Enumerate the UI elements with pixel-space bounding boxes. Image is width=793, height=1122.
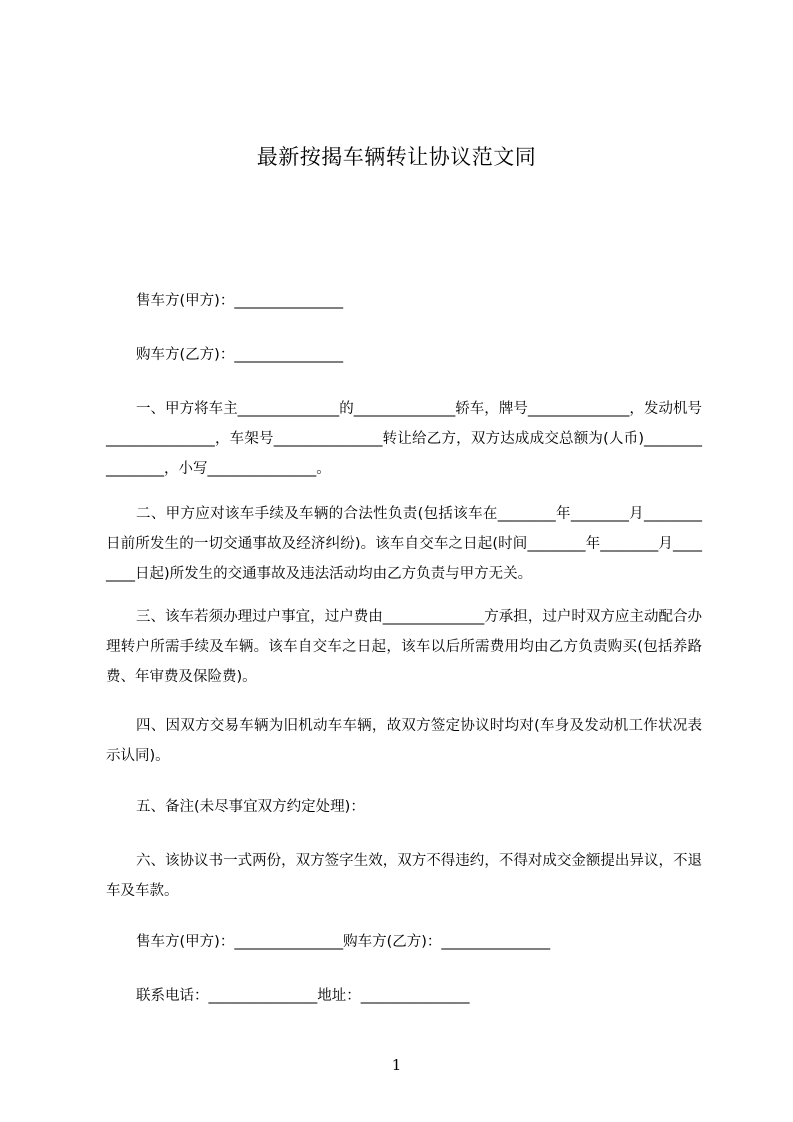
document-title: 最新按揭车辆转让协议范文同 [256,145,537,169]
signature-line: 售车方(甲方)：_______________购车方(乙方)：_______________ [136,934,551,950]
clause-5: 五、备注(未尽事宜双方约定处理)： [136,799,365,815]
contact-line: 联系电话：_______________地址：_______________ [136,988,470,1004]
clause-2: 二、甲方应对该车手续及车辆的合法性负责(包括该车在________年________月________日前所发生的一切交通事故及经济纠纷)。该车自交车之日起(时间________年________月________日起)所发生的交通事故及违法活动均由乙方负责与甲方无关。 [106,506,702,582]
clause-3: 三、该车若须办理过户事宜，过户费由______________方承担，过户时双方应主动配合办理转户所需手续及车辆。该车自交车之日起，该车以后所需费用均由乙方负责购买(包括养路费、年审费及保险费)。 [106,609,702,685]
clause-4: 四、因双方交易车辆为旧机动车车辆，故双方签定协议时均对(车身及发动机工作状况表示认同)。 [106,718,702,764]
seller-line: 售车方(甲方)：_______________ [136,293,344,309]
page-number: 1 [391,1056,402,1074]
buyer-line: 购车方(乙方)：_______________ [136,347,344,363]
clause-1: 一、甲方将车主______________的______________轿车，牌号______________，发动机号_______________，车架号_______________转让给乙方，双方达成成交总额为(人币)________________，小写_______________。 [106,401,702,477]
clause-6: 六、该协议书一式两份，双方签字生效，双方不得违约，不得对成交金额提出异议，不退车及车款。 [106,853,702,899]
